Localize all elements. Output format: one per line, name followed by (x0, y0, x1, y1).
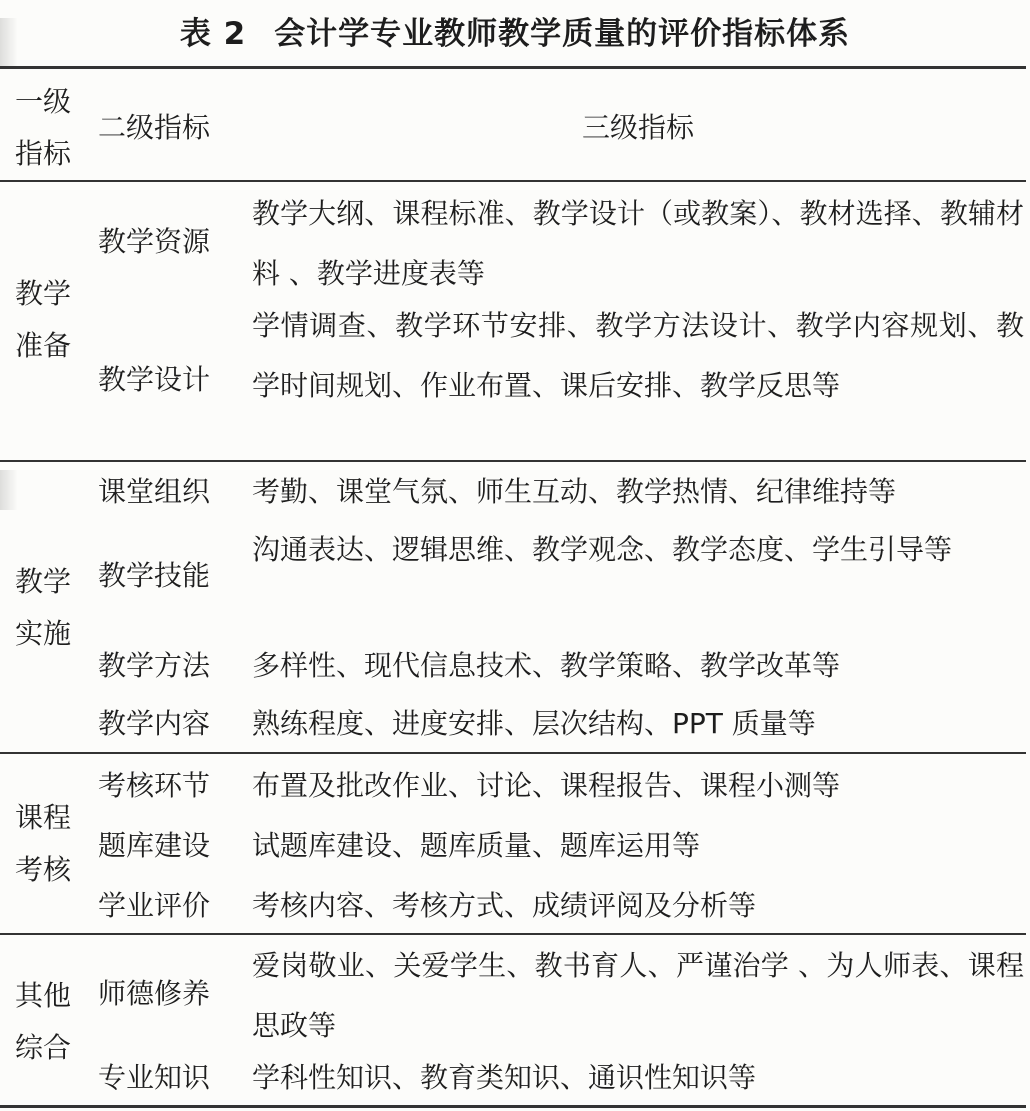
table-row-level3: 考核内容、考核方式、成绩评阅及分析等 (252, 889, 757, 922)
table-row-level3: 布置及批改作业、讨论、课程报告、课程小测等 (252, 769, 841, 802)
header-level1: 一级指标 (14, 85, 71, 170)
table-row-level3: 试题库建设、题库质量、题库运用等 (252, 829, 701, 862)
group-rule (0, 933, 1026, 935)
table-row-level3: 考勤、课堂气氛、师生互动、教学热情、纪律维持等 (252, 475, 897, 508)
table-row-level3: 学科性知识、教育类知识、通识性知识等 (252, 1061, 757, 1094)
group-rule (0, 752, 1026, 754)
table-row-level3: 教学大纲、课程标准、教学设计（或教案）、教材选择、教辅材料 、教学进度表等 (252, 197, 1024, 290)
table-row-level2: 教学方法 (98, 649, 211, 682)
table-row-level2: 教学资源 (98, 225, 211, 258)
table-row-level3: 爱岗敬业、关爱学生、教书育人、严谨治学 、为人师表、课程思政等 (252, 949, 1024, 1042)
table-row-level3: 沟通表达、逻辑思维、教学观念、教学态度、学生引导等 (252, 533, 953, 566)
scan-edge-mark (0, 18, 18, 68)
table-row-level2: 教学技能 (98, 559, 211, 592)
table-row-level3: 学情调查、教学环节安排、教学方法设计、教学内容规划、教学时间规划、作业布置、课后安排、教学反思等 (252, 309, 1024, 402)
table-row-level2: 题库建设 (98, 829, 211, 862)
table-row-level2: 师德修养 (98, 977, 211, 1010)
bottom-rule (0, 1105, 1026, 1108)
table-row-level3: 熟练程度、进度安排、层次结构、PPT 质量等 (252, 707, 816, 740)
table-row-level2: 专业知识 (98, 1061, 211, 1094)
header-level2: 二级指标 (98, 111, 211, 144)
group-label-other-comprehensive: 其他综合 (14, 979, 71, 1064)
top-rule (0, 66, 1026, 69)
header-level3: 三级指标 (581, 111, 694, 144)
group-label-course-assessment: 课程考核 (14, 801, 71, 886)
table-row-level3: 多样性、现代信息技术、教学策略、教学改革等 (252, 649, 841, 682)
table-row-level2: 考核环节 (98, 769, 211, 802)
scan-edge-mark (0, 470, 18, 510)
table-row-level2: 教学设计 (98, 363, 211, 396)
table-row-level2: 学业评价 (98, 889, 211, 922)
table-caption: 会计学专业教师教学质量的评价指标体系 (274, 16, 851, 52)
group-label-teaching-implementation: 教学实施 (14, 565, 71, 650)
header-rule (0, 180, 1026, 182)
table-title (0, 6, 1030, 62)
group-label-teaching-preparation: 教学准备 (14, 277, 71, 362)
table-row-level2: 教学内容 (98, 707, 211, 740)
table-number: 表 2 (179, 16, 247, 52)
table-row-level2: 课堂组织 (98, 475, 211, 508)
